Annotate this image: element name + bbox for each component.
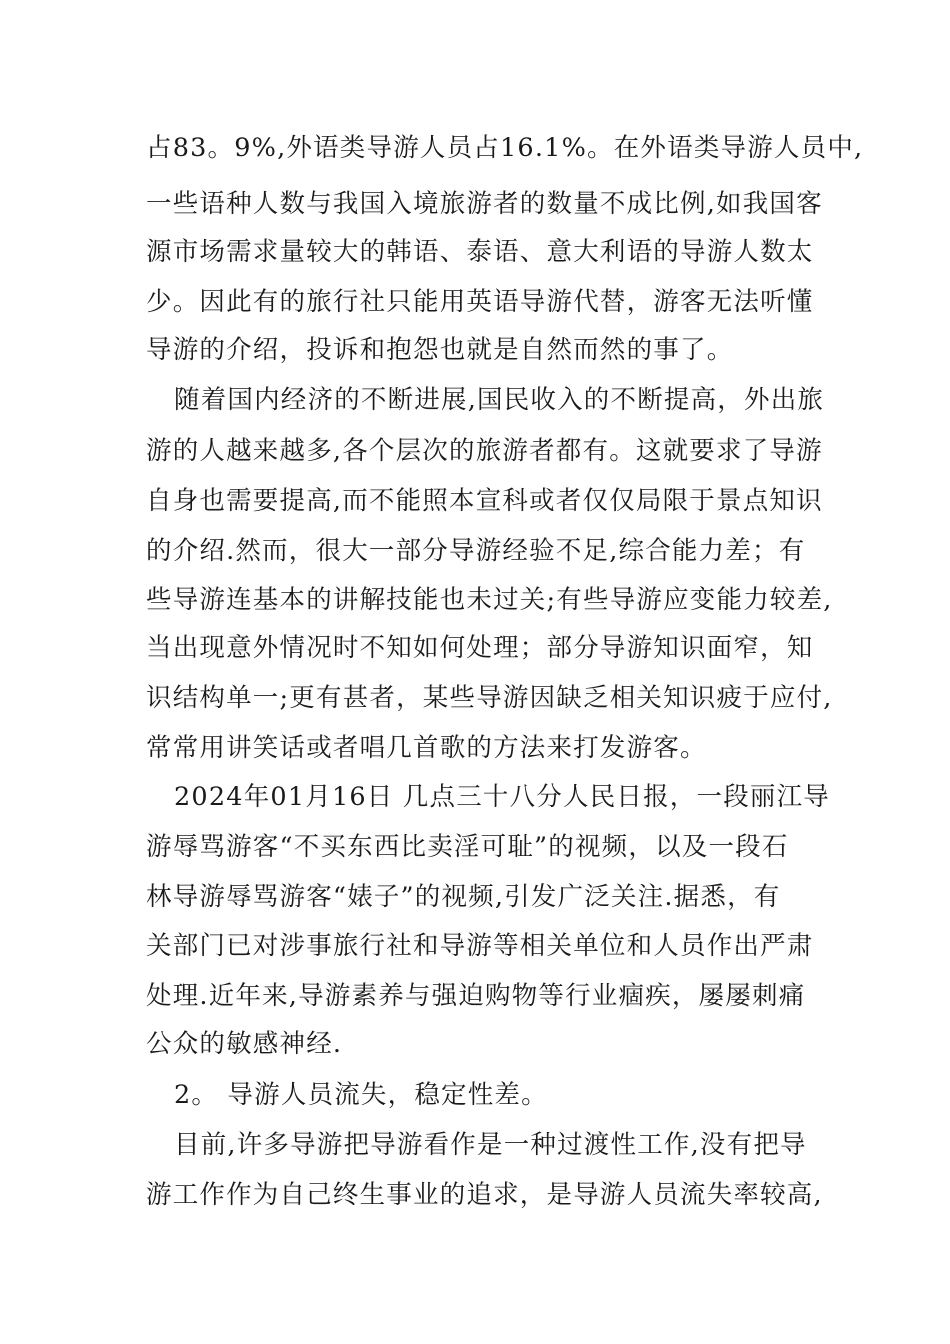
paragraph-start-line: 随着国内经济的不断进展,国民收入的不断提高，外出旅	[174, 385, 825, 415]
text-line: 少。因此有的旅行社只能用英语导游代替，游客无法听懂	[146, 287, 814, 317]
text-line: 些导游连基本的讲解技能也未过关;有些导游应变能力较差,	[146, 585, 833, 615]
text-line: 源市场需求量较大的韩语、泰语、意大利语的导游人数太	[146, 237, 814, 267]
text-line: 识结构单一;更有甚者，某些导游因缺乏相关知识疲于应付,	[146, 683, 833, 713]
text-line: 游工作作为自己终生事业的追求，是导游人员流失率较高,	[146, 1180, 823, 1210]
text-line: 当出现意外情况时不知如何处理；部分导游知识面窄，知	[146, 633, 814, 663]
text-line: 游辱骂游客“不买东西比卖淫可耻”的视频，以及一段石	[146, 832, 789, 862]
paragraph-start-line: 目前,许多导游把导游看作是一种过渡性工作,没有把导	[174, 1130, 807, 1160]
text-line: 常常用讲笑话或者唱几首歌的方法来打发游客。	[146, 733, 707, 763]
text-line: 处理.近年来,导游素养与强迫购物等行业痼疾，屡屡刺痛	[146, 981, 806, 1011]
section-heading: 2。 导游人员流失，稳定性差。	[174, 1080, 548, 1110]
text-line: 导游的介绍，投诉和抱怨也就是自然而然的事了。	[146, 335, 734, 365]
text-line: 关部门已对涉事旅行社和导游等相关单位和人员作出严肃	[146, 931, 814, 961]
text-line: 公众的敏感神经.	[146, 1029, 343, 1059]
paragraph-start-line: 2024年01月16日 几点三十八分人民日报，一段丽江导	[174, 782, 830, 812]
text-line: 的介绍.然而，很大一部分导游经验不足,综合能力差；有	[146, 536, 806, 566]
text-line: 占83。9%,外语类导游人员占16.1%。在外语类导游人员中,	[146, 133, 864, 163]
text-line: 自身也需要提高,而不能照本宣科或者仅仅局限于景点知识	[146, 486, 823, 516]
text-line: 林导游辱骂游客“婊子”的视频,引发广泛关注.据悉，有	[146, 882, 781, 912]
text-line: 游的人越来越多,各个层次的旅游者都有。这就要求了导游	[146, 436, 823, 466]
text-line: 一些语种人数与我国入境旅游者的数量不成比例,如我国客	[146, 189, 823, 219]
